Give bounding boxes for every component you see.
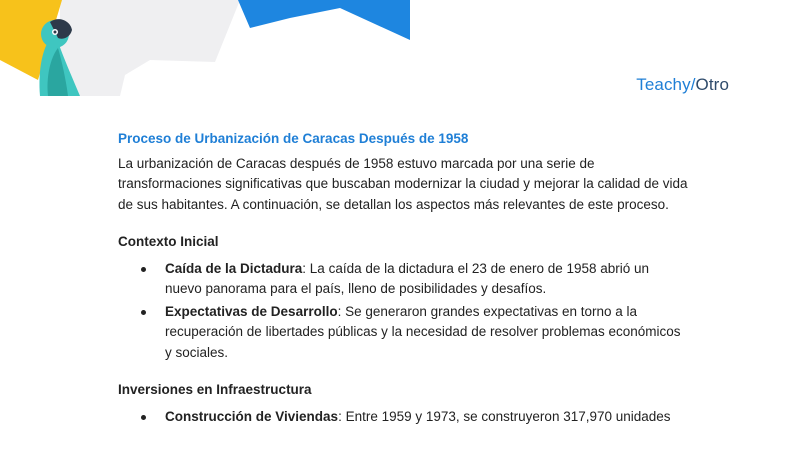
- section-heading: Contexto Inicial: [118, 234, 219, 249]
- bullet-icon: [141, 267, 146, 272]
- bullet-list: [118, 259, 688, 364]
- item-term: Expectativas de Desarrollo: [165, 303, 338, 319]
- item-text: : Entre 1959 y 1973, se construyeron 317,970 unidades: [338, 408, 671, 424]
- brand-separator: /: [690, 75, 696, 94]
- document-title: Proceso de Urbanización de Caracas Después de 1958: [118, 131, 469, 146]
- document-body: [118, 129, 688, 429]
- item-term: Construcción de Viviendas: [165, 408, 339, 424]
- brand-part2: Otro: [695, 75, 729, 94]
- decor-blue-shape: [238, 0, 410, 40]
- intro-paragraph: La urbanización de Caracas después de 1958 estuvo marcada por una serie de transformaciones significativas que buscaban modernizar la ciudad y mejorar la calidad de vida de sus habitantes. A continuación, se detallan los aspectos más relevantes de este proceso.: [118, 155, 688, 212]
- section-heading: Inversiones en Infraestructura: [118, 382, 312, 397]
- bullet-icon: [141, 415, 146, 420]
- brand-label: [636, 75, 729, 95]
- item-text: : La caída de la dictadura el 23 de enero de 1958 abrió un nuevo panorama para el país, lleno de posibilidades y desafíos.: [165, 260, 650, 296]
- decor-gray-shape: [60, 0, 240, 96]
- brand-part1: Teachy: [636, 75, 691, 94]
- section-contexto-inicial: [118, 232, 688, 363]
- item-term: Caída de la Dictadura: [165, 260, 303, 276]
- list-item: [118, 259, 688, 300]
- section-inversiones: [118, 380, 688, 427]
- list-item: [118, 407, 688, 428]
- bullet-list: [118, 407, 688, 428]
- list-item: [118, 302, 688, 364]
- item-text: : Se generaron grandes expectativas en torno a la recuperación de libertades públicas y la necesidad de resolver problemas económicos y sociales.: [165, 303, 681, 360]
- bullet-icon: [141, 310, 146, 315]
